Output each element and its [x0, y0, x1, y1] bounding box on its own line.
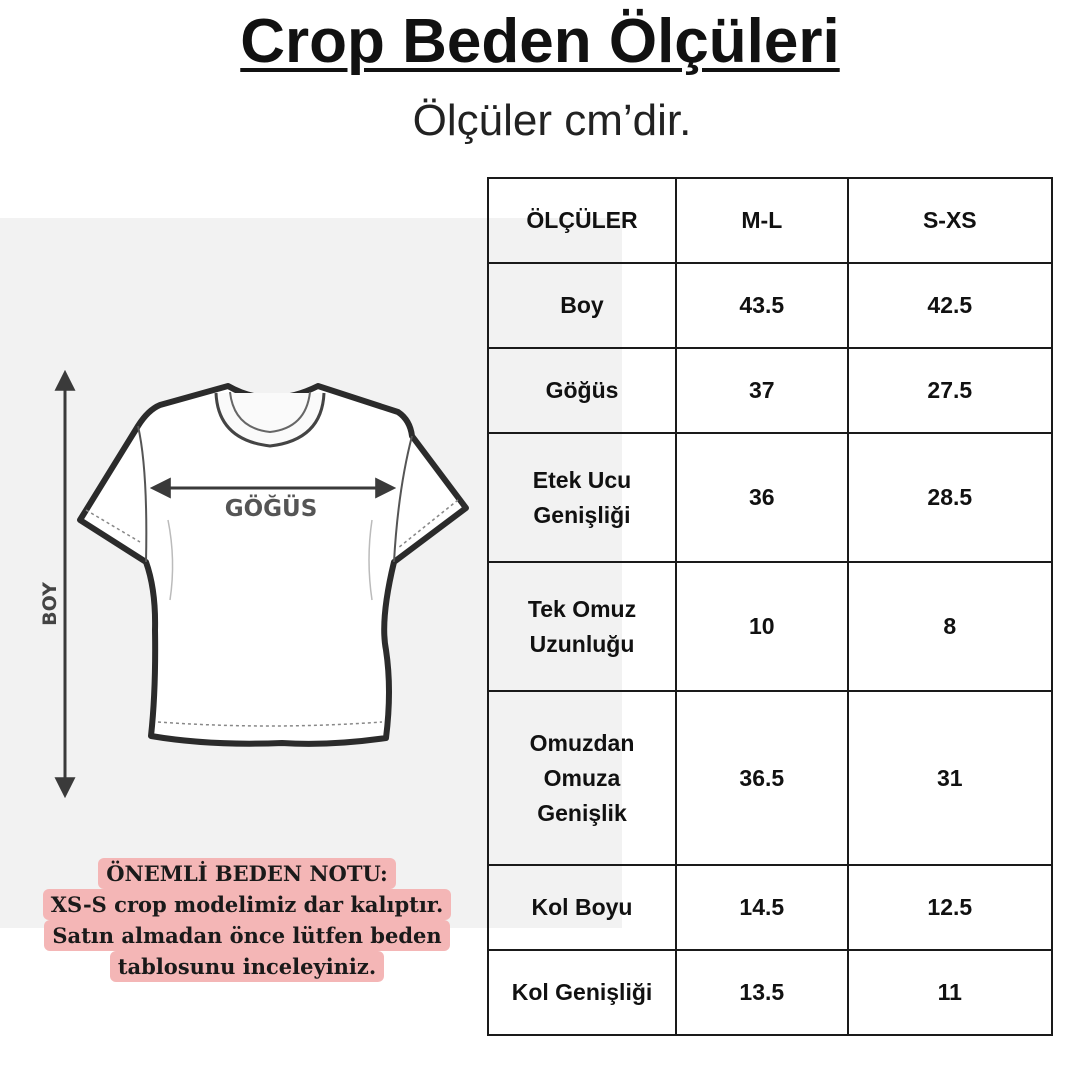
table-row: [488, 348, 1052, 433]
row-label: Tek Omuz Uzunluğu: [488, 562, 676, 691]
row-label: Kol Genişliği: [488, 950, 676, 1035]
size-note-line: tablosunu inceleyiniz.: [110, 951, 384, 982]
chest-label: GÖĞÜS: [224, 496, 318, 522]
size-note-line: XS-S crop modelimiz dar kalıptır.: [43, 889, 452, 920]
cell-ml: 37: [676, 348, 848, 433]
table-row: [488, 865, 1052, 950]
table-header-row: [488, 178, 1052, 263]
table-row: [488, 950, 1052, 1035]
size-note: [32, 858, 462, 982]
cell-ml: 36.5: [676, 691, 848, 865]
header-cell-sxs: S-XS: [848, 178, 1052, 263]
cell-sxs: 8: [848, 562, 1052, 691]
cell-sxs: 42.5: [848, 263, 1052, 348]
row-label: Boy: [488, 263, 676, 348]
row-label: Omuzdan Omuza Genişlik: [488, 691, 676, 865]
row-label: Göğüs: [488, 348, 676, 433]
table-row: [488, 691, 1052, 865]
size-note-heading: ÖNEMLİ BEDEN NOTU:: [98, 858, 396, 889]
size-chart-table: [487, 177, 1053, 1036]
cell-ml: 13.5: [676, 950, 848, 1035]
cell-sxs: 11: [848, 950, 1052, 1035]
cell-sxs: 12.5: [848, 865, 1052, 950]
cell-ml: 10: [676, 562, 848, 691]
size-note-line: Satın almadan önce lütfen beden: [44, 920, 449, 951]
cell-sxs: 28.5: [848, 433, 1052, 562]
page-subtitle: Ölçüler cm’dir.: [412, 96, 692, 145]
cell-ml: 43.5: [676, 263, 848, 348]
header-cell-measurements: ÖLÇÜLER: [488, 178, 676, 263]
cell-sxs: 31: [848, 691, 1052, 865]
table-row: [488, 562, 1052, 691]
header-cell-ml: M-L: [676, 178, 848, 263]
table-row: [488, 433, 1052, 562]
cell-sxs: 27.5: [848, 348, 1052, 433]
table-row: [488, 263, 1052, 348]
cell-ml: 36: [676, 433, 848, 562]
cell-ml: 14.5: [676, 865, 848, 950]
row-label: Kol Boyu: [488, 865, 676, 950]
length-label: BOY: [39, 582, 61, 626]
page-title: Crop Beden Ölçüleri: [240, 7, 840, 76]
row-label: Etek Ucu Genişliği: [488, 433, 676, 562]
